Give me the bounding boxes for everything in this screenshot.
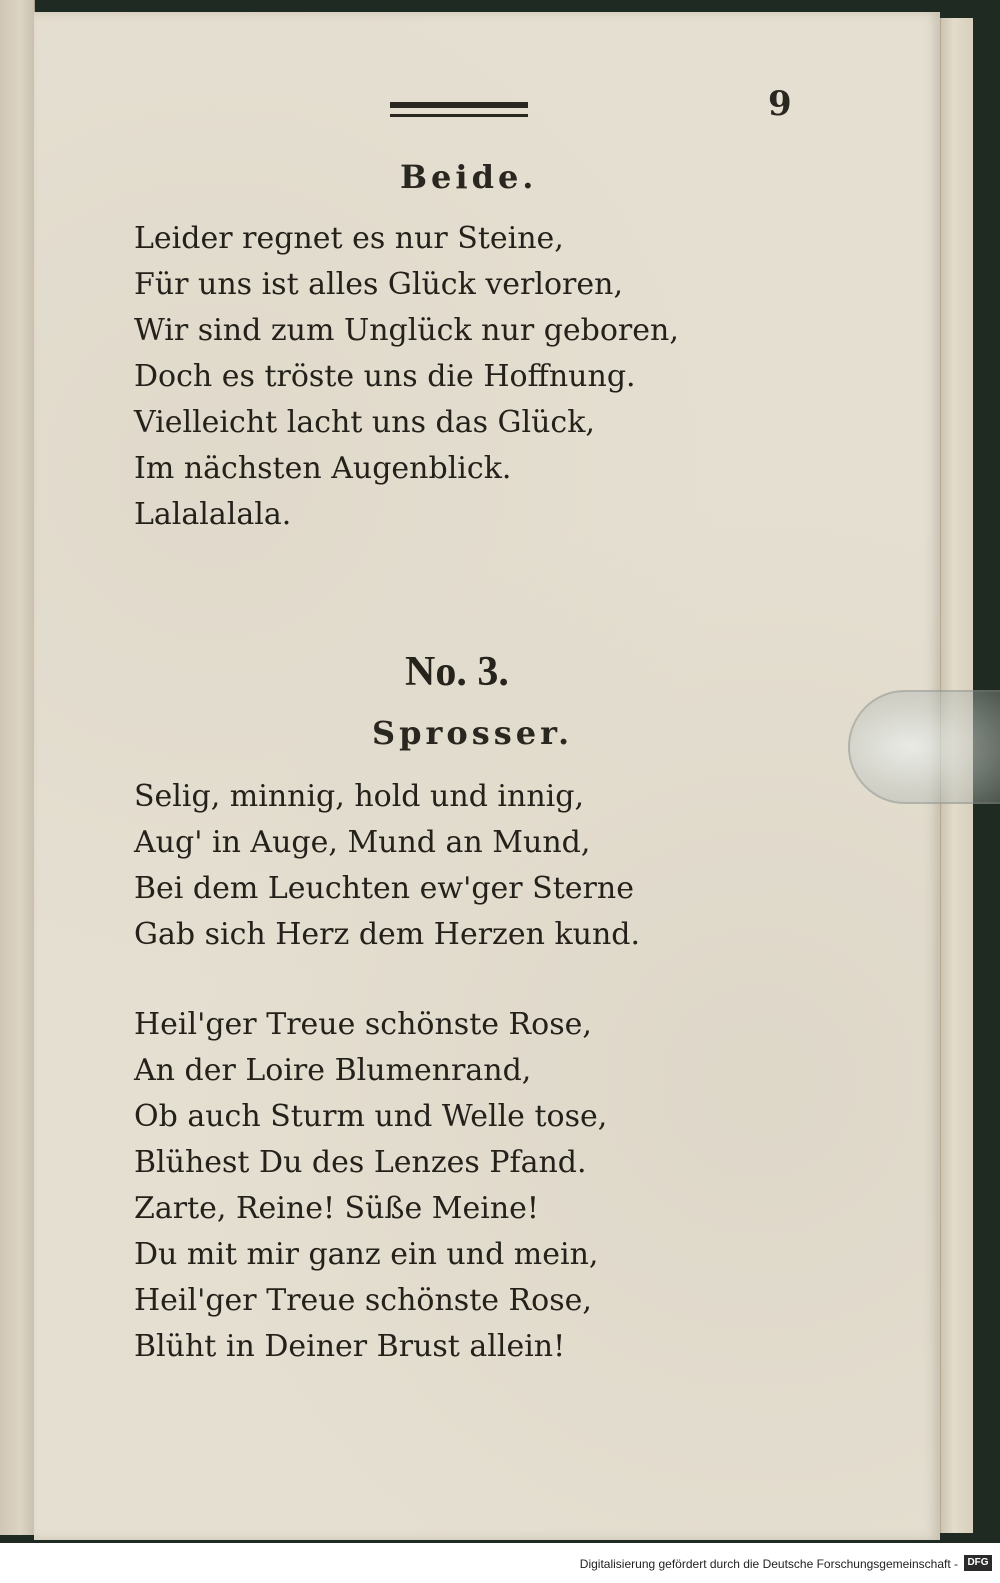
verse-line: Vielleicht lacht uns das Glück, [134,405,595,440]
verse-line: Bei dem Leuchten ew'ger Sterne [134,871,634,906]
verse-line: Im nächsten Augenblick. [134,451,512,486]
verse-line: Aug' in Auge, Mund an Mund, [134,825,591,860]
verse-line: Leider regnet es nur Steine, [134,221,564,256]
verse-line: Blühest Du des Lenzes Pfand. [134,1145,587,1180]
verse-beide [134,216,679,538]
page-clip [848,690,1000,804]
verse-line: Du mit mir ganz ein und mein, [134,1237,599,1272]
verse-line: Heil'ger Treue schönste Rose, [134,1283,592,1318]
verse-line: Doch es tröste uns die Hoffnung. [134,359,636,394]
verse-line: Gab sich Herz dem Herzen kund. [134,917,641,952]
verse-stanza-1 [134,774,640,958]
verse-line: Lalalalala. [134,497,292,532]
section-heading-sprosser: Sprosser. [372,714,574,752]
dfg-logo: DFG [964,1555,992,1571]
facing-page-edge [0,0,35,1535]
header-rule-thick [390,102,528,108]
header-rule-thin [390,114,528,117]
section-heading-beide: Beide. [400,158,538,196]
verse-line: Blüht in Deiner Brust allein! [134,1329,566,1364]
verse-stanza-2 [134,1002,607,1370]
page-number: 9 [768,84,792,124]
song-number: No. 3. [405,649,509,695]
footer-bar [0,1543,1000,1583]
verse-line: Zarte, Reine! Süße Meine! [134,1191,539,1226]
verse-line: Selig, minnig, hold und innig, [134,779,584,814]
verse-line: Ob auch Sturm und Welle tose, [134,1099,608,1134]
verse-line: An der Loire Blumenrand, [134,1053,532,1088]
footer-credit: Digitalisierung gefördert durch die Deutsche Forschungsgemeinschaft - [579,1557,958,1571]
verse-line: Für uns ist alles Glück verloren, [134,267,623,302]
verse-line: Heil'ger Treue schönste Rose, [134,1007,592,1042]
verse-line: Wir sind zum Unglück nur geboren, [134,313,679,348]
